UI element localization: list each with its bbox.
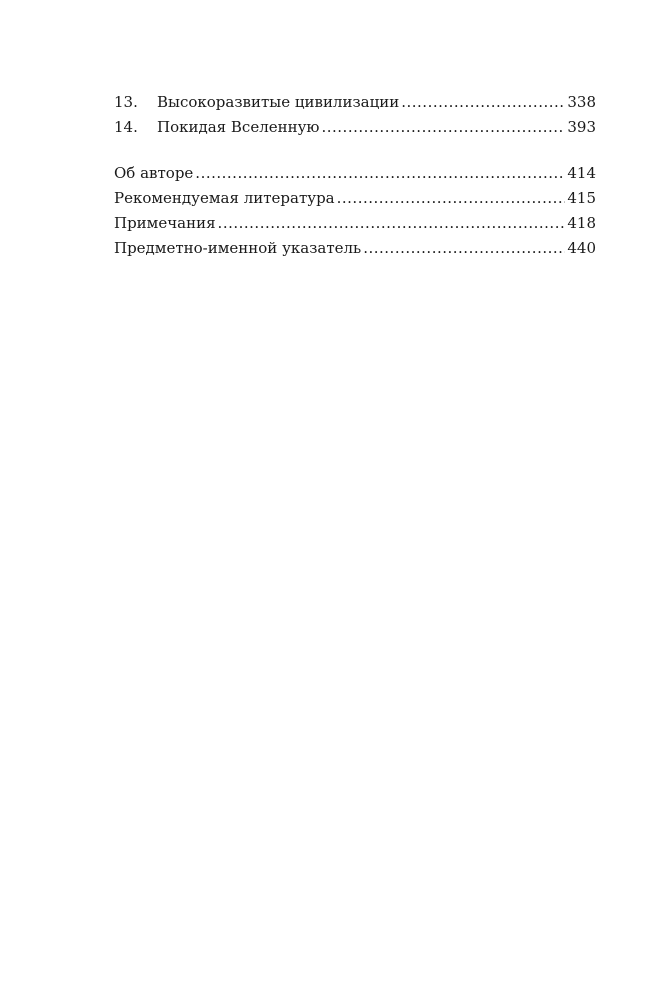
- dot-leader: [195, 161, 565, 186]
- chapter-title: Высокоразвитые цивилизации: [157, 93, 400, 111]
- entry-title: Рекомендуемая литература: [114, 189, 335, 207]
- page-number: 414: [567, 164, 596, 182]
- toc-entry-chapter-14[interactable]: [114, 115, 596, 140]
- dot-leader: [321, 115, 565, 140]
- page-number: 393: [567, 118, 596, 136]
- back-matter-list: [114, 161, 596, 261]
- dot-leader: [363, 236, 565, 261]
- entry-title: Об авторе: [114, 164, 194, 182]
- chapter-number: 13.: [114, 93, 138, 111]
- page-number: 415: [567, 189, 596, 207]
- entry-title: Предметно-именной указатель: [114, 239, 362, 257]
- dot-leader: [401, 90, 565, 115]
- chapters-list: [114, 90, 596, 140]
- page-number: 440: [567, 239, 596, 257]
- toc-entry-notes[interactable]: [114, 211, 596, 236]
- chapter-title: Покидая Вселенную: [157, 118, 320, 136]
- entry-title: Примечания: [114, 214, 216, 232]
- table-of-contents: [114, 90, 596, 261]
- toc-entry-about-author[interactable]: [114, 161, 596, 186]
- toc-entry-index[interactable]: [114, 236, 596, 261]
- page-number: 338: [567, 93, 596, 111]
- dot-leader: [337, 186, 566, 211]
- toc-entry-chapter-13[interactable]: [114, 90, 596, 115]
- toc-entry-recommended-reading[interactable]: [114, 186, 596, 211]
- chapter-number: 14.: [114, 118, 138, 136]
- dot-leader: [218, 211, 566, 236]
- page-number: 418: [567, 214, 596, 232]
